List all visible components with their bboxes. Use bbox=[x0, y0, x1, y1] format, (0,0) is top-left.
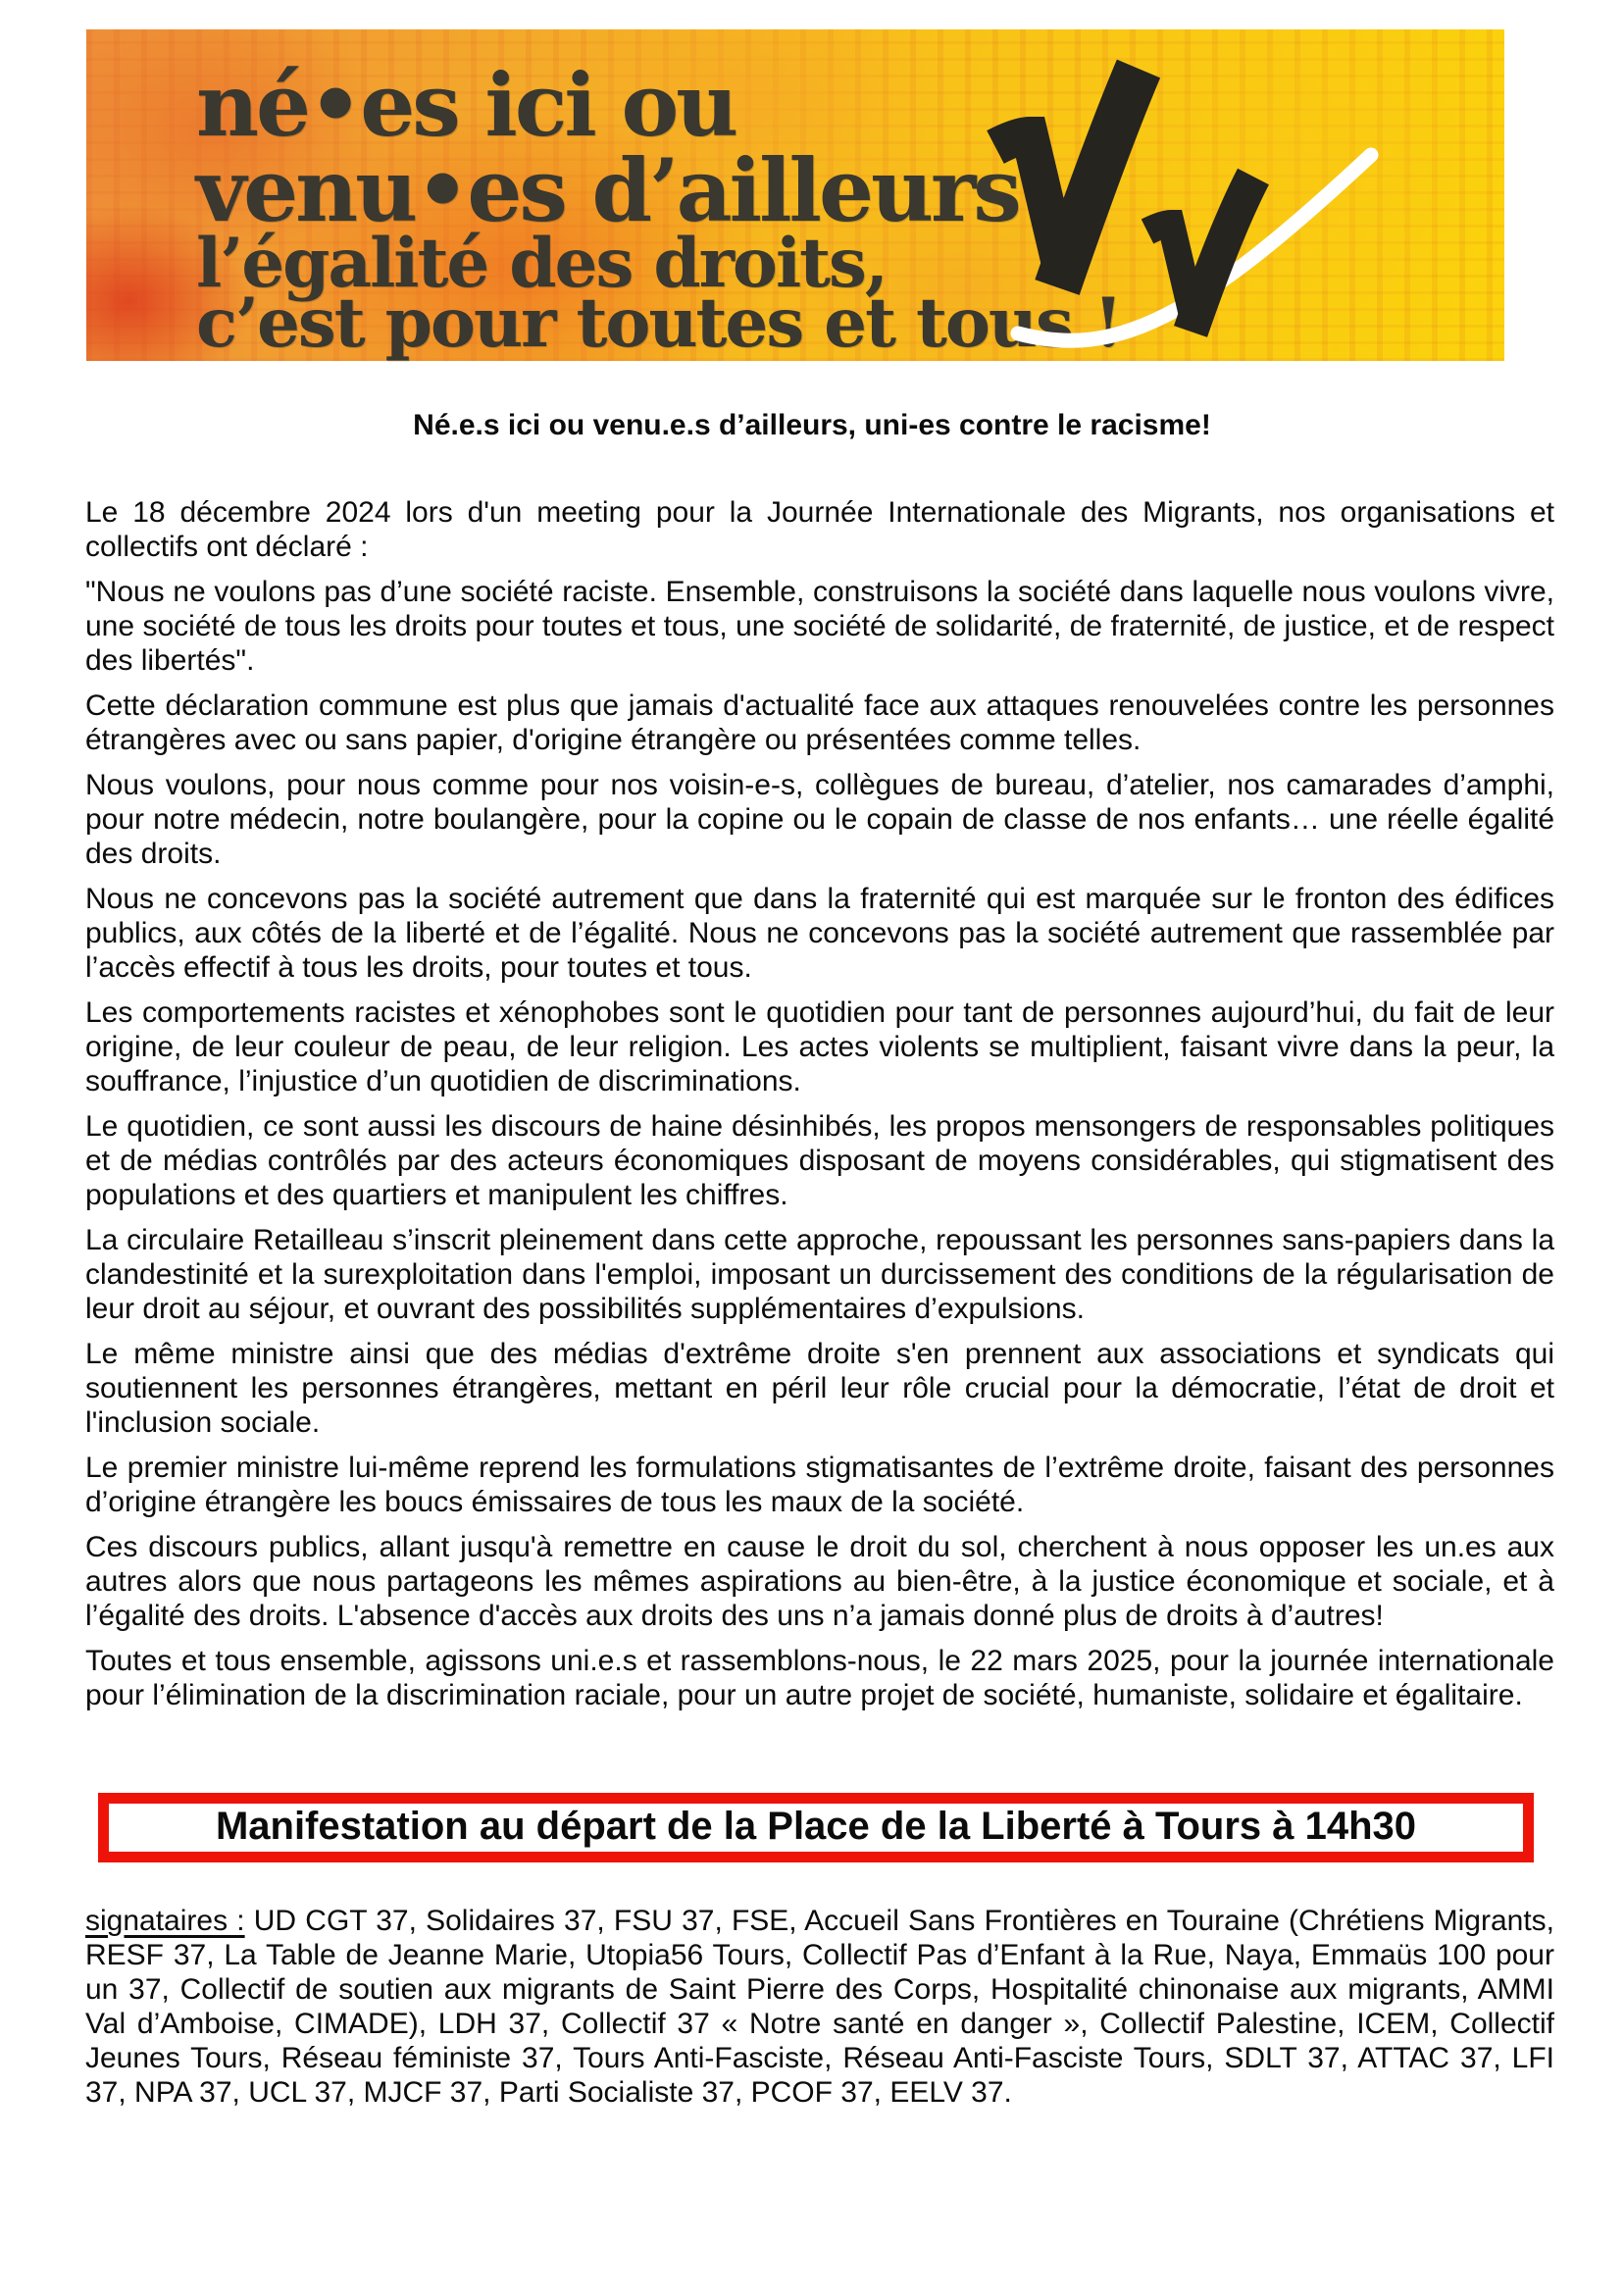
large-checkmark-icon bbox=[995, 69, 1139, 287]
double-checkmark-icon bbox=[959, 57, 1391, 361]
signatories-label: signataires : bbox=[85, 1905, 245, 1937]
body-paragraph: Le 18 décembre 2024 lors d'un meeting pour la Journée Internationale des Migrants, nos organisations et collectifs ont déclaré : bbox=[85, 496, 1554, 563]
body-paragraph: Le même ministre ainsi que des médias d'extrême droite s'en prennent aux associations et syndicats qui soutiennent les personnes étrangères, mettant en péril leur rôle crucial pour la démocratie, l’état de droit et l'inclusion sociale. bbox=[85, 1338, 1554, 1439]
demonstration-announcement-box bbox=[98, 1793, 1534, 1862]
body-text bbox=[85, 495, 1554, 1723]
banner-slogan-line-4: c’est pour toutes et tous ! bbox=[196, 283, 1122, 363]
signatories-list: UD CGT 37, Solidaires 37, FSU 37, FSE, Accueil Sans Frontières en Touraine (Chrétiens Migrants, RESF 37, La Table de Jeanne Marie, Utopia56 Tours, Collectif Pas d’Enfant à la Rue, Naya, Emmaüs 100 pour un 37, Collectif de soutien aux migrants de Saint Pierre des Corps, Hospitalité chinonaise aux migrants, AMMI Val d’Amboise, CIMADE), LDH 37, Collectif 37 « Notre santé en danger », Collectif Palestine, ICEM, Collectif Jeunes Tours, Réseau féministe 37, Tours Anti-Fasciste, Réseau Anti-Fasciste Tours, SDLT 37, ATTAC 37, LFI 37, NPA 37, UCL 37, MJCF 37, Parti Socialiste 37, PCOF 37, EELV 37. bbox=[85, 1905, 1554, 2109]
banner-slogan-line-3: l’égalité des droits, bbox=[196, 224, 887, 303]
body-paragraph: Toutes et tous ensemble, agissons uni.e.s et rassemblons-nous, le 22 mars 2025, pour la journée internationale pour l’élimination de la discrimination raciale, pour un autre projet de société, humaniste, solidaire et égalitaire. bbox=[85, 1645, 1554, 1711]
body-paragraph: Le premier ministre lui-même reprend les formulations stigmatisantes de l’extrême droite, faisant des personnes d’origine étrangère les boucs émissaires de tous les maux de la société. bbox=[85, 1452, 1554, 1518]
page-title: Né.e.s ici ou venu.e.s d’ailleurs, uni-es contre le racisme! bbox=[413, 409, 1211, 441]
body-paragraph: Cette déclaration commune est plus que jamais d'actualité face aux attaques renouvelées contre les personnes étrangères avec ou sans papier, d'origine étrangère ou présentées comme telles. bbox=[85, 689, 1554, 756]
banner-slogan-line-2: venu•es d’ailleurs bbox=[196, 139, 1019, 241]
body-paragraph: Les comportements racistes et xénophobes sont le quotidien pour tant de personnes aujourd’hui, du fait de leur origine, de leur couleur de peau, de leur religion. Les actes violents se multiplient, faisant vivre dans la peur, la souffrance, l’injustice d’un quotidien de discriminations. bbox=[85, 996, 1554, 1097]
banner-slogan-line-1: né•es ici ou bbox=[196, 54, 736, 156]
body-paragraph: La circulaire Retailleau s’inscrit pleinement dans cette approche, repoussant les personnes sans-papiers dans la clandestinité et la surexploitation dans l'emploi, imposant un durcissement des conditions de la régularisation de leur droit au séjour, et ouvrant des possibilités supplémentaires d’expulsions. bbox=[85, 1224, 1554, 1325]
campaign-banner bbox=[86, 29, 1504, 361]
body-paragraph: Le quotidien, ce sont aussi les discours de haine désinhibés, les propos mensongers de responsables politiques et de médias contrôlés par des acteurs économiques disposant de moyens considérables, qui stigmatisent des populations et des quartiers et manipulent les chiffres. bbox=[85, 1110, 1554, 1211]
body-paragraph: Nous ne concevons pas la société autrement que dans la fraternité qui est marquée sur le fronton des édifices publics, aux côtés de la liberté et de l’égalité. Nous ne concevons pas la société autrement que rassemblée par l’accès effectif à tous les droits, pour toutes et tous. bbox=[85, 883, 1554, 984]
body-paragraph: "Nous ne voulons pas d’une société raciste. Ensemble, construisons la société dans laquelle nous voulons vivre, une société de tous les droits pour toutes et tous, une société de solidarité, de fraternité, de justice, et de respect des libertés". bbox=[85, 576, 1554, 677]
demonstration-announcement-text: Manifestation au départ de la Place de la Liberté à Tours à 14h30 bbox=[215, 1805, 1417, 1848]
body-paragraph: Nous voulons, pour nous comme pour nos voisin-e-s, collègues de bureau, d’atelier, nos camarades d’amphi, pour notre médecin, notre boulangère, pour la copine ou le copain de classe de nos enfants… une réelle égalité des droits. bbox=[85, 769, 1554, 870]
body-paragraph: Ces discours publics, allant jusqu'à remettre en cause le droit du sol, cherchent à nous opposer les un.es aux autres alors que nous partageons les mêmes aspirations au bien-être, à la justice économique et sociale, et à l’égalité des droits. L'absence d'accès aux droits des uns n’a jamais donné plus de droits à d’autres! bbox=[85, 1531, 1554, 1632]
signatories-paragraph bbox=[85, 1904, 1554, 2110]
